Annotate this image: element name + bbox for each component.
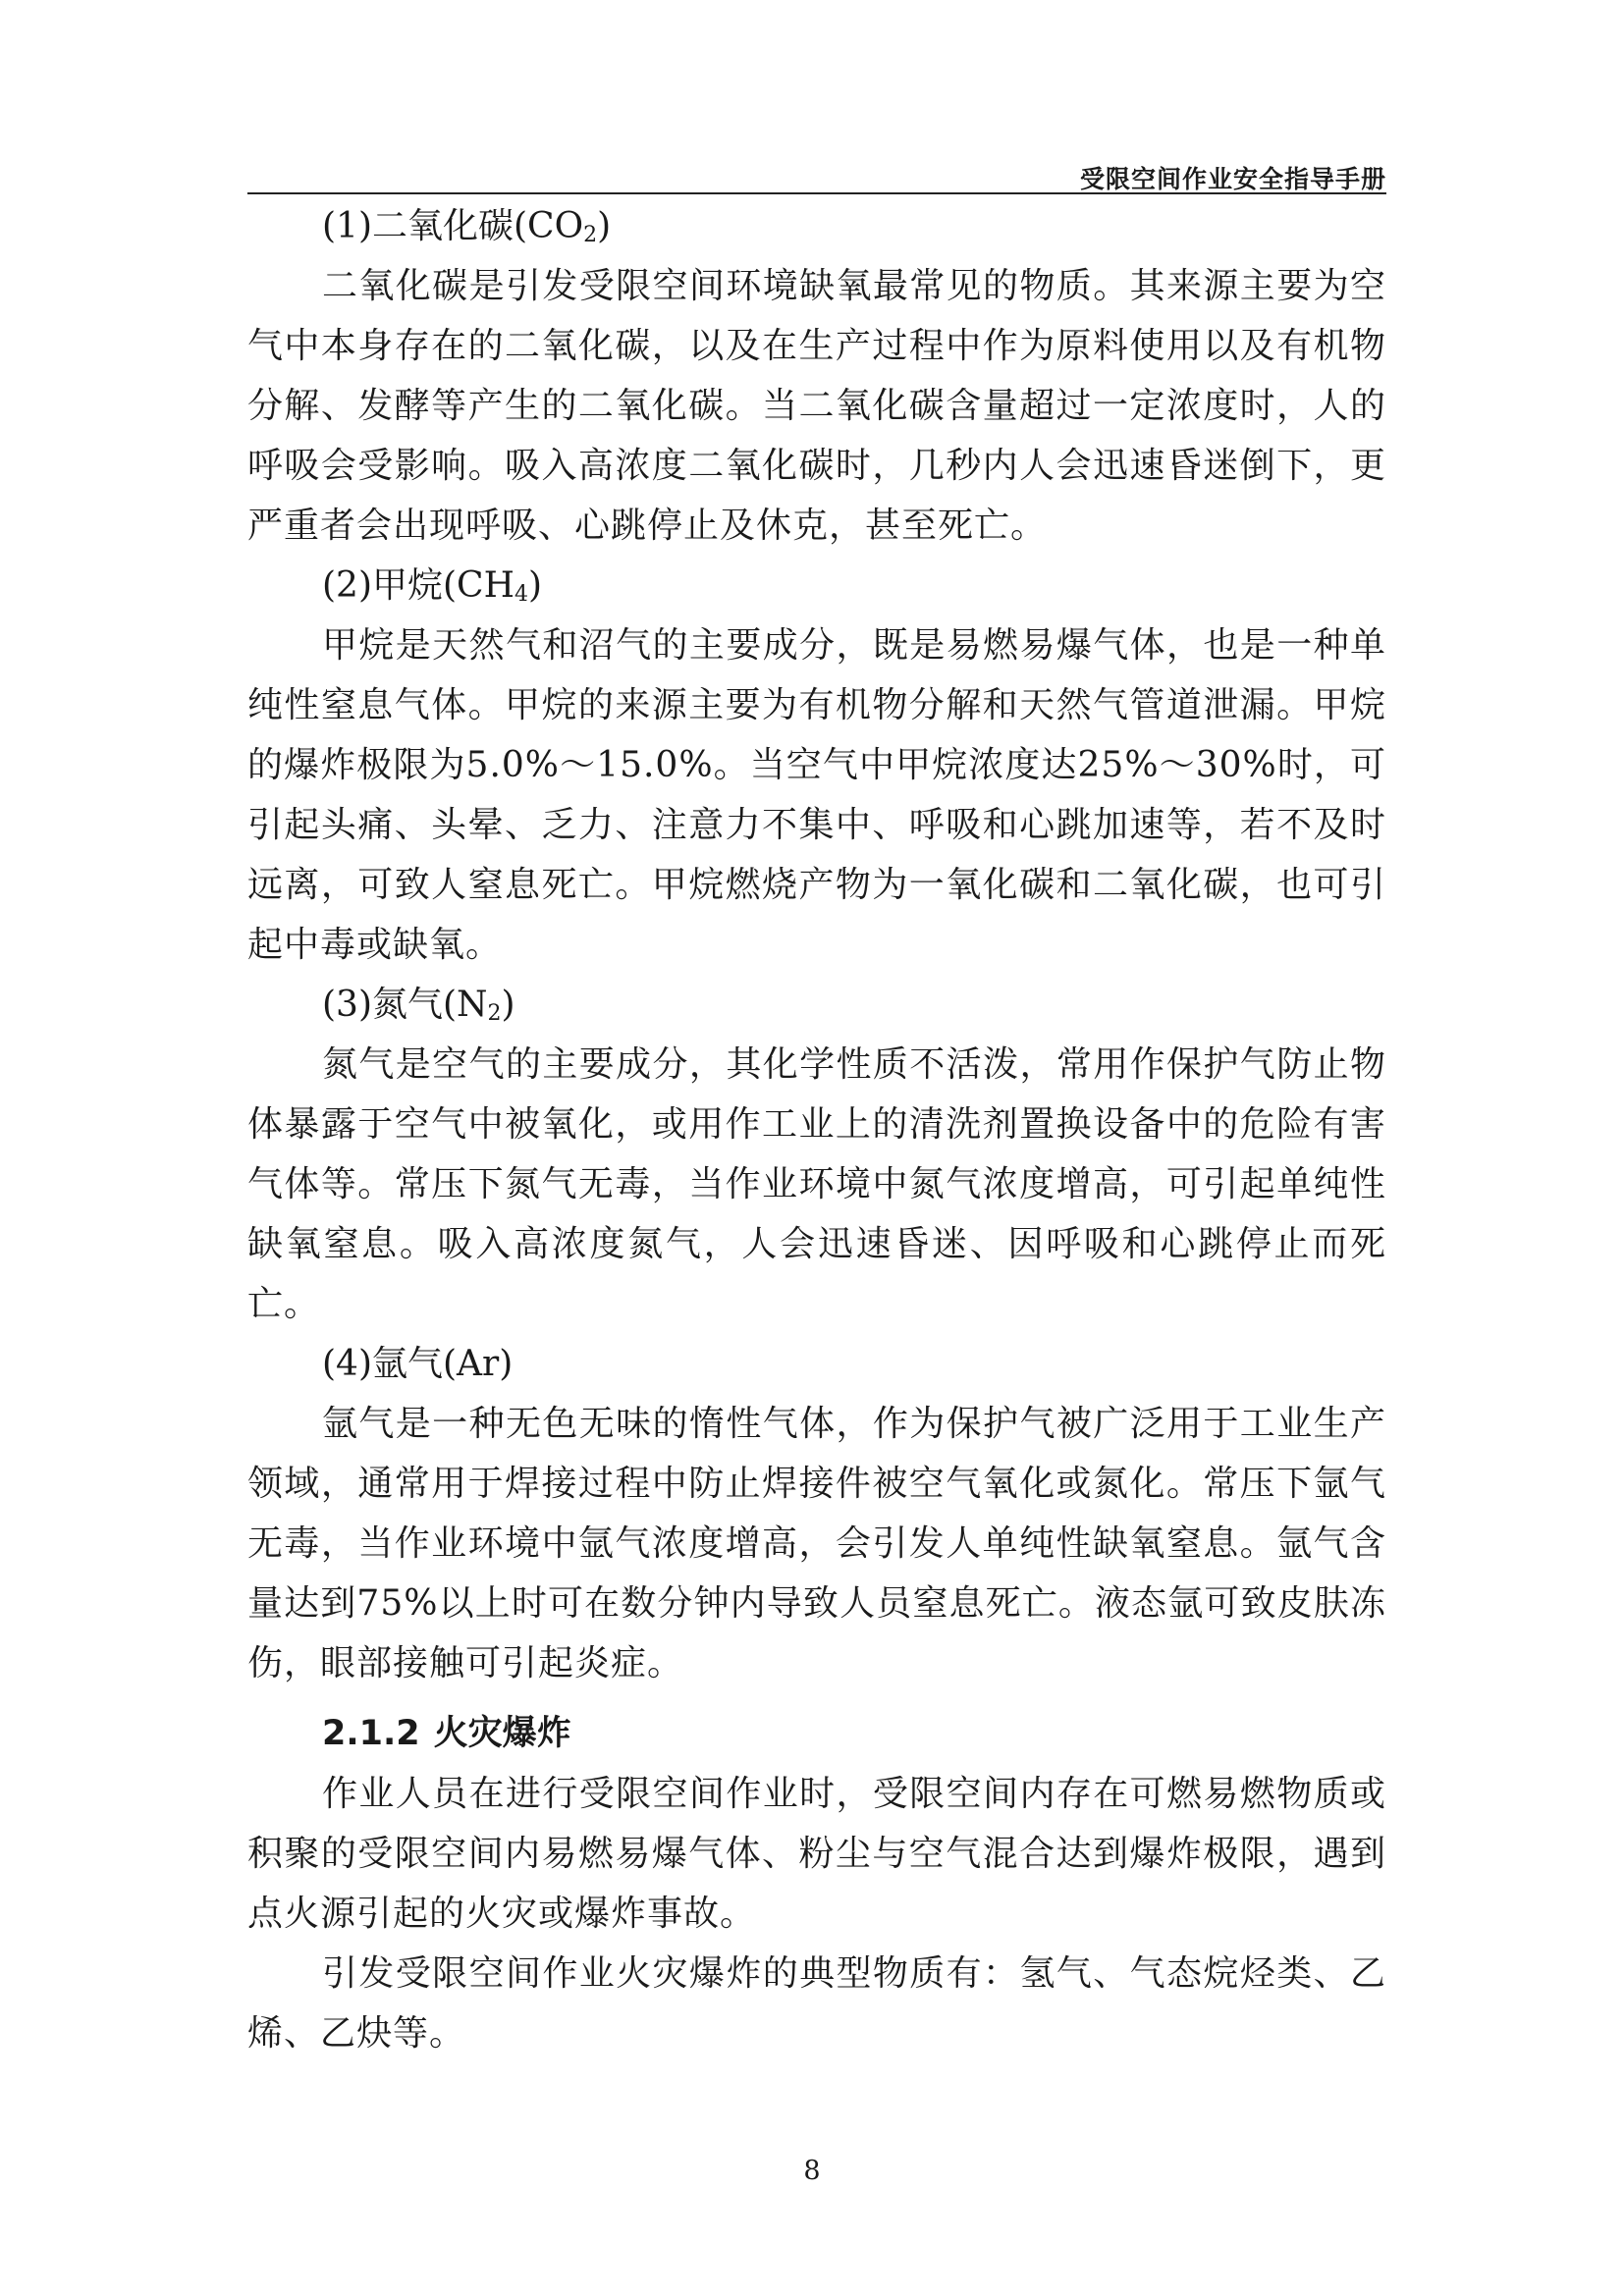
paragraph-fire-2: 引发受限空间作业火灾爆炸的典型物质有：氢气、气态烷烃类、乙烯、乙炔等。 <box>247 1953 1386 2054</box>
subheading-ch4-prefix: (2)甲烷(CH <box>322 565 514 606</box>
paragraph-fire-1: 作业人员在进行受限空间作业时，受限空间内存在可燃易燃物质或积聚的受限空间内易燃易爆气体、粉尘与空气混合达到爆炸极限，遇到点火源引起的火灾或爆炸事故。 <box>247 1774 1386 1934</box>
page-number: 8 <box>803 2156 821 2186</box>
subheading-co2 <box>247 196 1386 256</box>
subheading-co2-subscript: 2 <box>583 223 598 247</box>
subheading-n2-subscript: 2 <box>487 1001 502 1026</box>
subheading-ch4 <box>247 556 1386 615</box>
section-number: 2.1.2 <box>322 1714 420 1753</box>
subheading-n2-suffix: ) <box>501 985 515 1025</box>
subheading-co2-suffix: ) <box>597 206 612 246</box>
subheading-n2-prefix: (3)氮气(N <box>322 985 488 1025</box>
subheading-co2-prefix: (1)二氧化碳(CO <box>322 206 584 246</box>
paragraph-n2: 氮气是空气的主要成分，其化学性质不活泼，常用作保护气防止物体暴露于空气中被氧化，或用作工业上的清洗剂置换设备中的危险有害气体等。常压下氮气无毒，当作业环境中氮气浓度增高，可引起单纯性缺氧窒息。吸入高浓度氮气，人会迅速昏迷、因呼吸和心跳停止而死亡。 <box>247 1044 1386 1324</box>
subheading-ch4-subscript: 4 <box>514 582 528 607</box>
running-header: 受限空间作业安全指导手册 <box>1079 165 1386 193</box>
header-rule <box>247 192 1386 194</box>
paragraph-ch4: 甲烷是天然气和沼气的主要成分，既是易燃易爆气体，也是一种单纯性窒息气体。甲烷的来源主要为有机物分解和天然气管道泄漏。甲烷的爆炸极限为5.0%～15.0%。当空气中甲烷浓度达25%～30%时，可引起头痛、头晕、乏力、注意力不集中、呼吸和心跳加速等，若不及时远离，可致人窒息死亡。甲烷燃烧产物为一氧化碳和二氧化碳，也可引起中毒或缺氧。 <box>247 625 1386 965</box>
section-title-text: 火灾爆炸 <box>433 1714 571 1753</box>
subheading-ar: (4)氩气(Ar) <box>322 1344 514 1384</box>
section-title-fire-explosion <box>247 1709 1386 1758</box>
paragraph-co2: 二氧化碳是引发受限空间环境缺氧最常见的物质。其来源主要为空气中本身存在的二氧化碳，以及在生产过程中作为原料使用以及有机物分解、发酵等产生的二氧化碳。当二氧化碳含量超过一定浓度时，人的呼吸会受影响。吸入高浓度二氧化碳时，几秒内人会迅速昏迷倒下，更严重者会出现呼吸、心跳停止及休克，甚至死亡。 <box>247 266 1386 546</box>
paragraph-ar: 氩气是一种无色无味的惰性气体，作为保护气被广泛用于工业生产领域，通常用于焊接过程中防止焊接件被空气氧化或氮化。常压下氩气无毒，当作业环境中氩气浓度增高，会引发人单纯性缺氧窒息。氩气含量达到75%以上时可在数分钟内导致人员窒息死亡。液态氩可致皮肤冻伤，眼部接触可引起炎症。 <box>247 1404 1386 1683</box>
subheading-n2 <box>247 975 1386 1035</box>
page-content <box>247 196 1386 2063</box>
subheading-ch4-suffix: ) <box>527 565 543 606</box>
